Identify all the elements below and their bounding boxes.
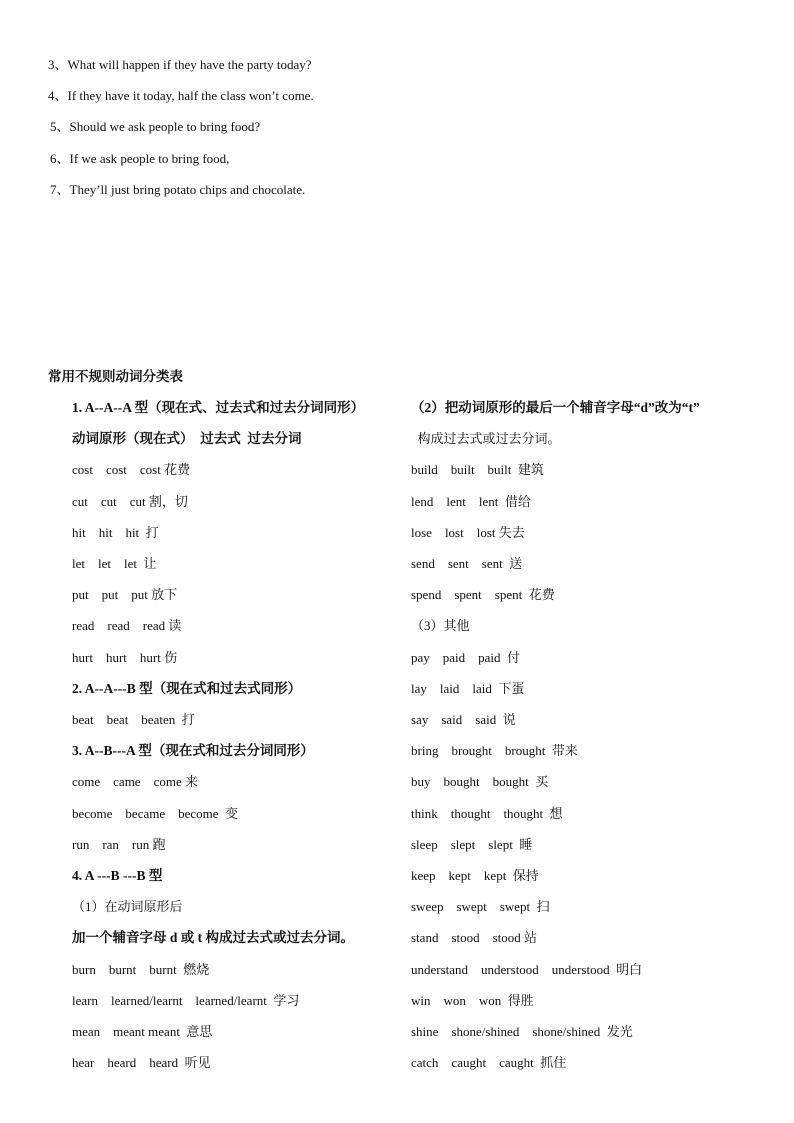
verb-row: run ran run 跑 [72, 836, 166, 852]
verb-row: beat beat beaten 打 [72, 712, 195, 727]
verb-row: lay laid laid 下蛋 [411, 680, 525, 696]
verb-row: hurt hurt hurt 伤 [72, 649, 178, 665]
verb-row: spend spent spent 花费 [411, 587, 555, 603]
verb-row: 构成过去式或过去分词。 [411, 431, 561, 447]
verb-row: send sent sent 送 [411, 556, 523, 571]
verb-row: win won won 得胜 [411, 992, 534, 1008]
verb-row: read read read 读 [72, 618, 182, 634]
verb-row: lose lost lost 失去 [411, 524, 525, 540]
verb-row: catch caught caught 抓住 [411, 1055, 567, 1071]
verb-row: hear heard heard 听见 [72, 1055, 211, 1071]
verb-row: mean meant meant 意思 [72, 1024, 213, 1039]
verb-row: understand understood understood 明白 [411, 961, 643, 977]
verb-row: shine shone/shined shone/shined 发光 [411, 1024, 633, 1039]
verb-row: burn burnt burnt 燃烧 [72, 961, 210, 977]
verb-row: sleep slept slept 睡 [411, 836, 533, 852]
section-heading: 加一个辅音字母 d 或 t 构成过去式或过去分词。 [72, 930, 355, 946]
question-line: 5、Should we ask people to bring food? [50, 119, 261, 135]
question-line: 3、What will happen if they have the party today? [48, 57, 312, 72]
question-line: 6、If we ask people to bring food, [50, 150, 230, 166]
verb-row: bring brought brought 带来 [411, 743, 578, 759]
verb-row: hit hit hit 打 [72, 524, 159, 540]
section-heading: 1. A--A--A 型（现在式、过去式和过去分词同形） [72, 400, 365, 415]
verb-row: lend lent lent 借给 [411, 493, 531, 509]
question-line: 7、They’ll just bring potato chips and chocolate. [50, 181, 306, 197]
verb-row: let let let 让 [72, 556, 157, 571]
section-heading: 动词原形（现在式） 过去式 过去分词 [72, 431, 302, 447]
verb-row: come came come 来 [72, 774, 198, 790]
verb-row: put put put 放下 [72, 587, 178, 603]
verb-row: learn learned/learnt learned/learnt 学习 [72, 992, 300, 1008]
verb-row: say said said 说 [411, 712, 516, 727]
verb-row: cut cut cut 割，切 [72, 493, 188, 509]
verb-row: stand stood stood 站 [411, 930, 538, 946]
question-line: 4、If they have it today, half the class won’t come. [48, 88, 314, 104]
section-heading: 4. A ---B ---B 型 [72, 868, 163, 883]
table-title: 常用不规则动词分类表 [48, 369, 183, 384]
verb-row: cost cost cost 花费 [72, 462, 191, 478]
verb-row: pay paid paid 付 [411, 649, 521, 665]
verb-row: think thought thought 想 [411, 805, 563, 821]
verb-row: build built built 建筑 [411, 462, 544, 478]
verb-row: buy bought bought 买 [411, 774, 549, 790]
verb-row: （1）在动词原形后 [72, 899, 183, 915]
section-heading: 2. A--A---B 型（现在式和过去式同形） [72, 680, 302, 696]
verb-row: keep kept kept 保持 [411, 868, 539, 883]
section-heading: （2）把动词原形的最后一个辅音字母“d”改为“t” [411, 400, 700, 415]
verb-row: become became become 变 [72, 805, 239, 821]
section-heading: 3. A--B---A 型（现在式和过去分词同形） [72, 743, 314, 759]
verb-row: sweep swept swept 扫 [411, 899, 550, 915]
verb-row: （3）其他 [411, 618, 470, 634]
